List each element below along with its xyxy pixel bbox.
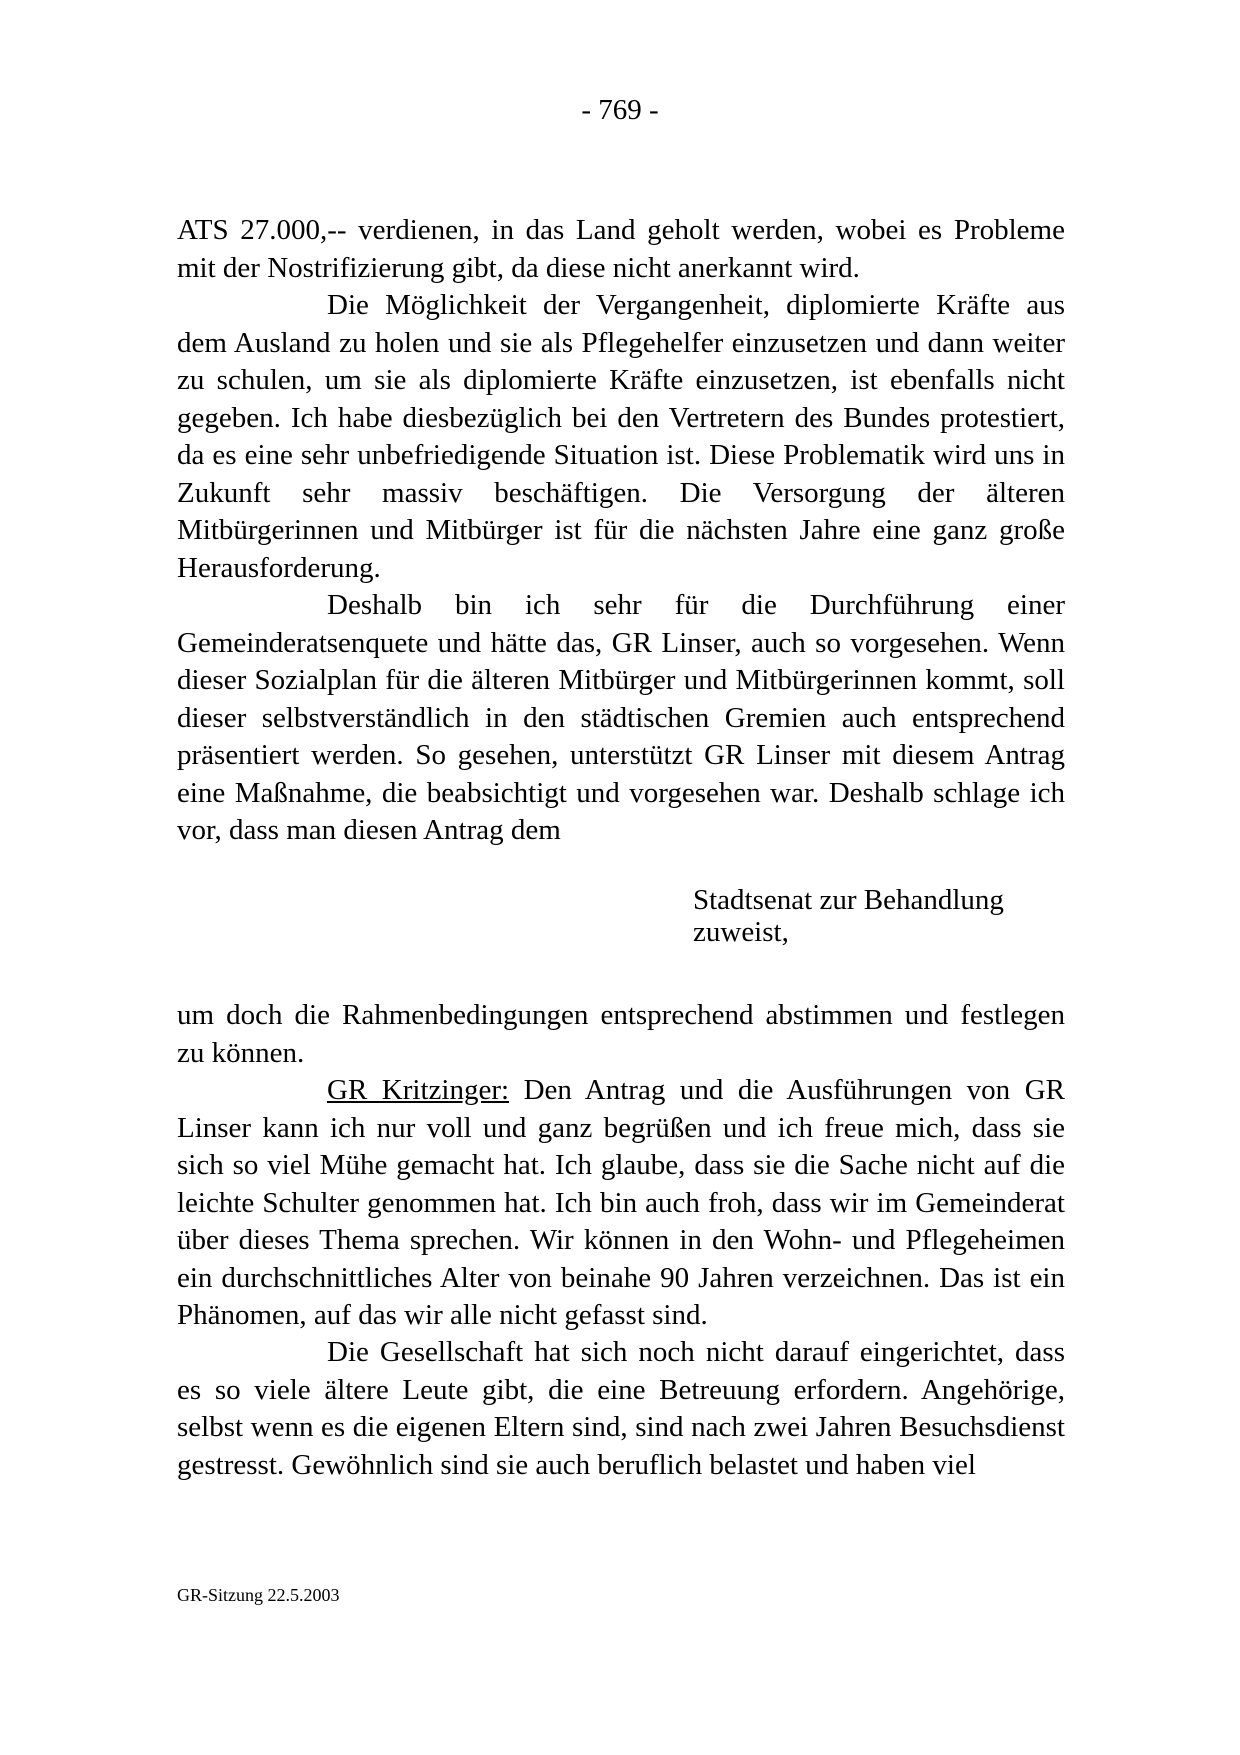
page-footer: GR-Sitzung 22.5.2003 bbox=[177, 1585, 340, 1605]
speech-paragraph bbox=[177, 1072, 1065, 1335]
paragraph-after-block: um doch die Rahmenbedingungen entsprechend abstimmen und festlegen zu können. bbox=[177, 999, 1065, 1069]
indented-block: Stadtsenat zur Behandlung zuweist, bbox=[693, 884, 1004, 948]
speech-text: Den Antrag und die Ausführungen von GR Linser kann ich nur voll und ganz begrüßen und ich freue mich, dass sie sich so viel Mühe gemacht hat. Ich glaube, dass sie die Sache nicht auf die leichte Schulter genommen hat. Ich bin auch froh, dass wir im Gemeinderat über dieses Thema sprechen. Wir können in den Wohn- und Pflegeheimen ein durchschnittliches Alter von beinahe 90 Jahren verzeichnen. Das ist ein Phänomen, auf das wir alle nicht gefasst sind. bbox=[177, 1074, 1065, 1331]
closing-paragraph: Die Gesellschaft hat sich noch nicht darauf eingerichtet, dass es so viele ältere Leute gibt, die eine Betreuung erfordern. Angehörige, selbst wenn es die eigenen Eltern sind, sind nach zwei Jahren Besuchsdienst gestresst. Gewöhnlich sind sie auch beruflich belastet und haben viel bbox=[177, 1336, 1065, 1481]
paragraph-2: Die Möglichkeit der Vergangenheit, diplomierte Kräfte aus dem Ausland zu holen und sie als Pflegehelfer einzusetzen und dann weiter zu schulen, um sie als diplomierte Kräfte einzusetzen, ist ebenfalls nicht gegeben. Ich habe diesbezüglich bei den Vertretern des Bundes protestiert, da es eine sehr unbefriedigende Situation ist. Diese Problematik wird uns in Zukunft sehr massiv beschäftigen. Die Versorgung der älteren Mitbürgerinnen und Mitbürger ist für die nächsten Jahre eine ganz große Herausforderung. bbox=[177, 289, 1065, 584]
speaker-name: GR Kritzinger: bbox=[327, 1074, 510, 1106]
page-number: - 769 - bbox=[581, 94, 659, 126]
paragraph-1: ATS 27.000,-- verdienen, in das Land geholt werden, wobei es Probleme mit der Nostrifizierung gibt, da diese nicht anerkannt wird. bbox=[177, 214, 1065, 284]
paragraph-3: Deshalb bin ich sehr für die Durchführung einer Gemeinderatsenquete und hätte das, GR Linser, auch so vorgesehen. Wenn dieser Sozialplan für die älteren Mitbürger und Mitbürgerinnen kommt, soll dieser selbstverständlich in den städtischen Gremien auch entsprechend präsentiert werden. So gesehen, unterstützt GR Linser mit diesem Antrag eine Maßnahme, die beabsichtigt und vorgesehen war. Deshalb schlage ich vor, dass man diesen Antrag dem bbox=[177, 589, 1065, 846]
